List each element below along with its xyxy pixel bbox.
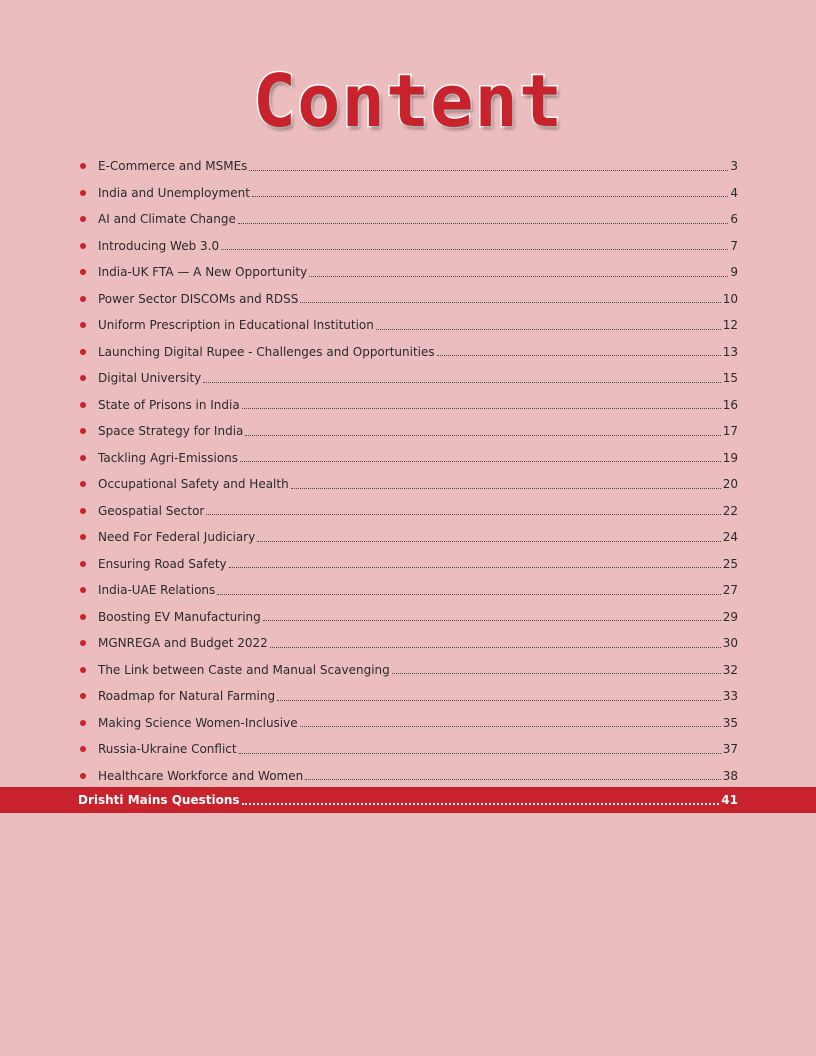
dot-leader — [437, 355, 721, 356]
bullet-icon — [80, 349, 86, 355]
bullet-icon — [80, 163, 86, 169]
bullet-icon — [80, 481, 86, 487]
mains-questions-bar — [0, 787, 816, 813]
bullet-icon — [80, 508, 86, 514]
bullet-icon — [80, 216, 86, 222]
toc-item-title: Drishti Mains Questions — [78, 793, 240, 807]
toc-item-title: India-UAE Relations — [98, 583, 216, 598]
dot-leader — [245, 435, 720, 436]
toc-item-page: 12 — [722, 318, 738, 333]
bullet-icon — [80, 693, 86, 699]
bullet-icon — [80, 667, 86, 673]
dot-leader — [300, 302, 720, 303]
toc-item-page: 20 — [722, 477, 738, 492]
bullet-icon — [80, 534, 86, 540]
toc-item-page: 32 — [722, 662, 738, 677]
dot-leader — [277, 700, 721, 701]
toc-item[interactable] — [78, 206, 738, 233]
dot-leader — [376, 329, 721, 330]
toc-item[interactable] — [78, 365, 738, 392]
toc-item[interactable] — [78, 657, 738, 684]
toc-item[interactable] — [78, 471, 738, 498]
toc-item-title: Russia-Ukraine Conflict — [98, 742, 237, 757]
toc-item-page: 15 — [722, 371, 738, 386]
toc-item-page: 19 — [722, 450, 738, 465]
bullet-icon — [80, 720, 86, 726]
toc-item-title: Uniform Prescription in Educational Institution — [98, 318, 374, 333]
dot-leader — [291, 488, 721, 489]
dot-leader — [239, 753, 721, 754]
toc-item[interactable] — [78, 392, 738, 419]
bullet-icon — [80, 375, 86, 381]
dot-leader — [257, 541, 721, 542]
toc-item-page: 13 — [722, 344, 738, 359]
toc-item-title: Boosting EV Manufacturing — [98, 609, 261, 624]
toc-item-title: Introducing Web 3.0 — [98, 238, 220, 253]
toc-item[interactable] — [78, 312, 738, 339]
toc-item-title: India-UK FTA — A New Opportunity — [98, 265, 308, 280]
dot-leader — [240, 461, 721, 462]
toc-item-title: Healthcare Workforce and Women — [98, 768, 304, 783]
toc-item-page: 9 — [730, 265, 738, 280]
dot-leader — [217, 594, 720, 595]
dot-leader — [392, 673, 721, 674]
toc-item-page: 35 — [722, 715, 738, 730]
toc-item-page: 29 — [722, 609, 738, 624]
bullet-icon — [80, 322, 86, 328]
page-title: Content — [252, 59, 564, 143]
toc-item[interactable] — [78, 630, 738, 657]
toc-item[interactable] — [78, 710, 738, 737]
dot-leader — [221, 249, 728, 250]
toc-item[interactable] — [78, 153, 738, 180]
toc-item[interactable] — [78, 233, 738, 260]
dot-leader — [249, 170, 728, 171]
toc-item-page: 41 — [721, 793, 738, 807]
bullet-icon — [80, 296, 86, 302]
toc-item[interactable] — [78, 524, 738, 551]
toc-item-page: 4 — [730, 185, 738, 200]
toc-item[interactable] — [78, 736, 738, 763]
toc-item-page: 17 — [722, 424, 738, 439]
dot-leader — [242, 803, 720, 805]
toc-item-title: AI and Climate Change — [98, 212, 236, 227]
bullet-icon — [80, 587, 86, 593]
dot-leader — [252, 196, 728, 197]
toc-item[interactable] — [78, 604, 738, 631]
toc-item[interactable] — [78, 259, 738, 286]
toc-item-title: The Link between Caste and Manual Scavenging — [98, 662, 390, 677]
bullet-icon — [80, 243, 86, 249]
toc-item-page: 10 — [722, 291, 738, 306]
toc-item-page: 25 — [722, 556, 738, 571]
dot-leader — [238, 223, 728, 224]
toc-item[interactable] — [78, 418, 738, 445]
toc-item[interactable] — [78, 180, 738, 207]
bullet-icon — [80, 455, 86, 461]
toc-item-page: 7 — [730, 238, 738, 253]
toc-item[interactable] — [78, 577, 738, 604]
toc-item-title: India and Unemployment — [98, 185, 250, 200]
toc-item-page: 33 — [722, 689, 738, 704]
bullet-icon — [80, 773, 86, 779]
toc-item[interactable] — [78, 763, 738, 790]
toc-item-title: E-Commerce and MSMEs — [98, 159, 248, 174]
bullet-icon — [80, 561, 86, 567]
toc-item[interactable] — [78, 551, 738, 578]
toc-item[interactable] — [78, 498, 738, 525]
bullet-icon — [80, 402, 86, 408]
bullet-icon — [80, 640, 86, 646]
toc-item-title: Roadmap for Natural Farming — [98, 689, 276, 704]
bullet-icon — [80, 428, 86, 434]
toc-item-page: 3 — [730, 159, 738, 174]
toc-item-title: Digital University — [98, 371, 202, 386]
toc-item-title: Occupational Safety and Health — [98, 477, 289, 492]
dot-leader — [203, 382, 720, 383]
toc-item-title: Launching Digital Rupee - Challenges and Opportunities — [98, 344, 435, 359]
dot-leader — [229, 567, 721, 568]
toc-item-title: MGNREGA and Budget 2022 — [98, 636, 268, 651]
bullet-icon — [80, 190, 86, 196]
toc-item-page: 16 — [722, 397, 738, 412]
toc-item-title: Geospatial Sector — [98, 503, 205, 518]
dot-leader — [206, 514, 720, 515]
dot-leader — [305, 779, 721, 780]
toc-item-title: Space Strategy for India — [98, 424, 244, 439]
toc-item-page: 30 — [722, 636, 738, 651]
dot-leader — [309, 276, 728, 277]
dot-leader — [270, 647, 721, 648]
toc-item-mains-questions[interactable] — [78, 787, 738, 813]
dot-leader — [242, 408, 721, 409]
bullet-icon — [80, 269, 86, 275]
toc-item[interactable] — [78, 339, 738, 366]
toc-item-page: 24 — [722, 530, 738, 545]
toc-item-title: State of Prisons in India — [98, 397, 240, 412]
toc-item-page: 37 — [722, 742, 738, 757]
toc-item-page: 38 — [722, 768, 738, 783]
bullet-icon — [80, 746, 86, 752]
table-of-contents — [78, 153, 738, 789]
toc-item-title: Ensuring Road Safety — [98, 556, 227, 571]
toc-item[interactable] — [78, 286, 738, 313]
toc-item[interactable] — [78, 683, 738, 710]
toc-item-title: Power Sector DISCOMs and RDSS — [98, 291, 299, 306]
toc-item-page: 27 — [722, 583, 738, 598]
toc-item-title: Need For Federal Judiciary — [98, 530, 256, 545]
toc-item-page: 6 — [730, 212, 738, 227]
dot-leader — [300, 726, 721, 727]
toc-item-title: Making Science Women-Inclusive — [98, 715, 298, 730]
toc-item-title: Tackling Agri-Emissions — [98, 450, 239, 465]
bullet-icon — [80, 614, 86, 620]
dot-leader — [263, 620, 721, 621]
toc-item-page: 22 — [722, 503, 738, 518]
toc-item[interactable] — [78, 445, 738, 472]
